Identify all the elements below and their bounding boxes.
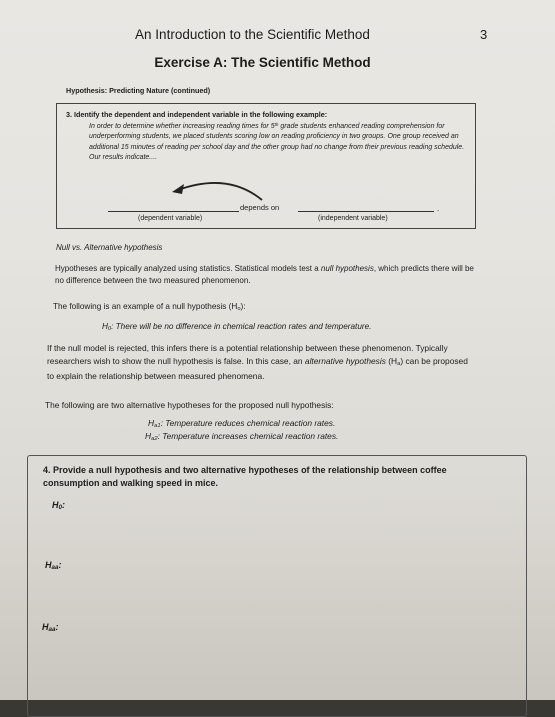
exercise-title: Exercise A: The Scientific Method — [154, 55, 371, 70]
answer-h0-label[interactable]: $H_0$: — [52, 500, 66, 511]
alt-hypothesis-2: $H_{a2}$: Temperature increases chemical reaction rates. — [145, 431, 339, 442]
answer-ha1-label[interactable]: $H_{aa}$: — [45, 560, 62, 571]
question-4-box — [27, 455, 527, 717]
alt-hypothesis-1: $H_{a1}$: Temperature reduces chemical reaction rates. — [148, 418, 336, 429]
page-number: 3 — [480, 27, 488, 42]
null-example-intro: The following is an example of a null hypothesis $(H_o)$: — [53, 302, 246, 312]
null-alt-heading: Null vs. Alternative hypothesis — [56, 243, 163, 252]
curved-arrow-icon — [160, 178, 270, 206]
page-title: An Introduction to the Scientific Method — [135, 27, 370, 42]
independent-variable-label: (independent variable) — [318, 215, 388, 222]
statistics-paragraph: Hypotheses are typically analyzed using statistics. Statistical models test a null hypothesis, which predicts there will be no difference between the two measured phenomenon. — [55, 264, 474, 285]
dependent-variable-label: (dependent variable) — [138, 215, 203, 222]
alternatives-intro: The following are two alternative hypotheses for the proposed null hypothesis: — [45, 400, 334, 410]
sentence-period: . — [437, 204, 440, 213]
null-hypothesis-example: $H_0$: There will be no difference in chemical reaction rates and temperature. — [102, 322, 372, 332]
answer-ha2-label[interactable]: $H_{aa}$: — [42, 622, 59, 633]
dependent-answer-line[interactable] — [108, 211, 239, 212]
question-3-example: In order to determine whether increasing reading times for 5th grade students enhanced reading comprehension for underperforming students, we placed students scoring low on reading proficiency in two groups. One group received an additional 15 minutes of reading per school day and the other group had no change from their previous reading schedule. Our results indicate.... — [89, 122, 465, 162]
section-heading: Hypothesis: Predicting Nature (continued) — [66, 86, 211, 95]
rejection-paragraph: If the null model is rejected, this infers there is a potential relationship between these phenomenon. Typically researchers wish to show the null hypothesis is false. In this case, an alternative hypothesis $(H_a)$ can be proposed to explain the relationship between measured phenomena. — [47, 343, 468, 381]
independent-answer-line[interactable] — [298, 211, 434, 212]
question-4-prompt: 4. Provide a null hypothesis and two alternative hypotheses of the relationship between coffee consumption and walking speed in mice. — [43, 465, 447, 488]
depends-on-text: depends on — [240, 203, 280, 212]
question-3-prompt: 3. Identify the dependent and independent variable in the following example: — [66, 110, 328, 119]
